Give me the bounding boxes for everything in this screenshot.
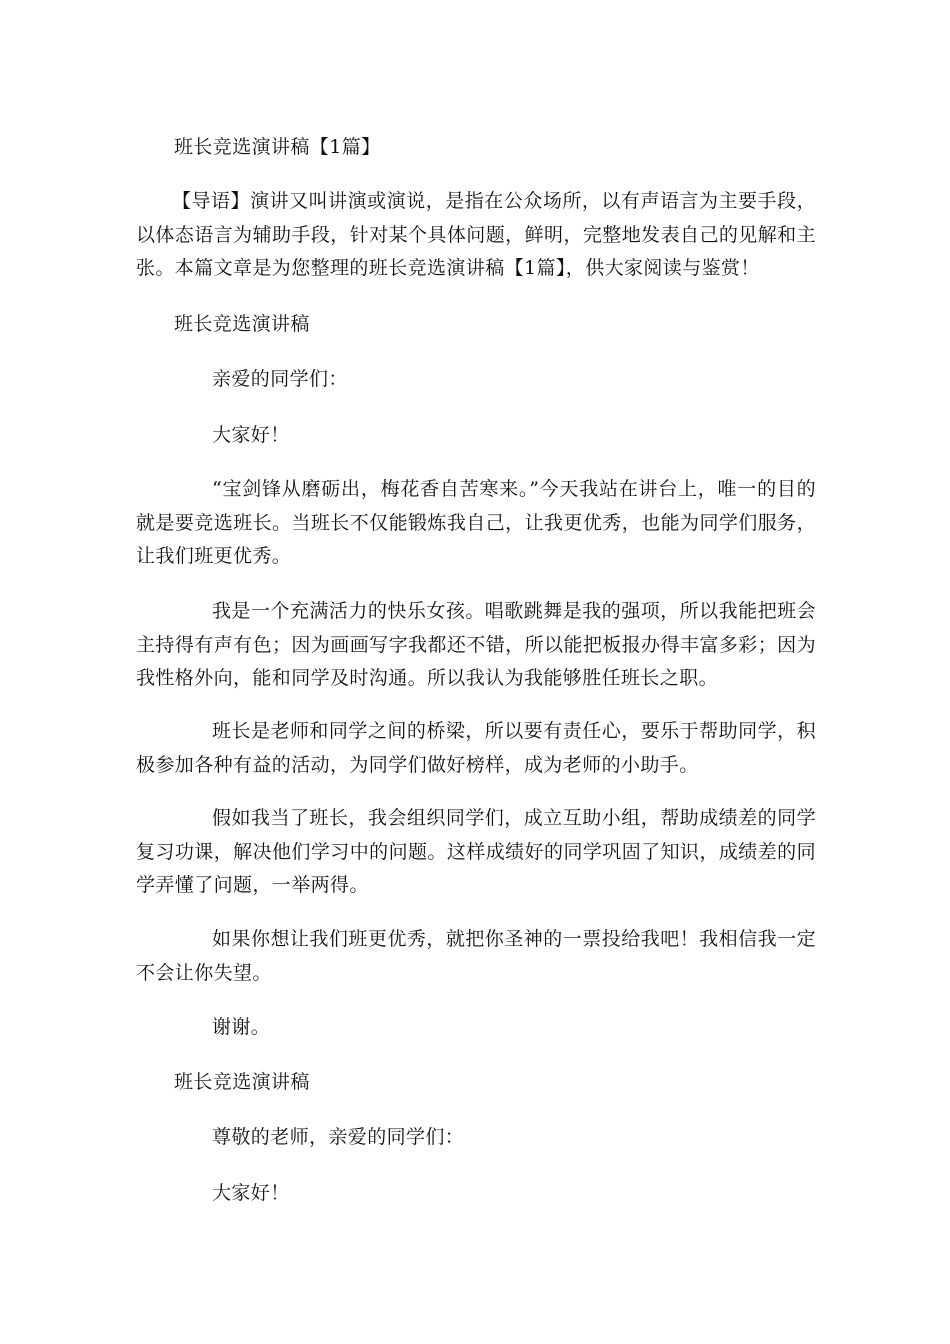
speech2-heading: 班长竞选演讲稿 <box>174 1071 310 1093</box>
speech1-paragraph-2: 我是一个充满活力的快乐女孩。唱歌跳舞是我的强项，所以我能把班会主持得有声有色；因为画画写字我都还不错，所以能把板报办得丰富多彩；因为我性格外向，能和同学及时沟通。所以我认为我能够胜任班长之职。 <box>136 600 816 689</box>
speech1-heading: 班长竞选演讲稿 <box>174 313 310 335</box>
speech1-salutation: 亲爱的同学们： <box>212 368 348 390</box>
speech1-greeting: 大家好！ <box>212 424 290 446</box>
speech1-paragraph-3: 班长是老师和同学之间的桥梁，所以要有责任心，要乐于帮助同学，积极参加各种有益的活动，为同学们做好榜样，成为老师的小助手。 <box>136 720 816 776</box>
speech1-paragraph-4: 假如我当了班长，我会组织同学们，成立互助小组，帮助成绩差的同学复习功课，解决他们学习中的问题。这样成绩好的同学巩固了知识，成绩差的同学弄懂了问题，一举两得。 <box>136 807 816 896</box>
speech2-greeting: 大家好！ <box>212 1182 290 1204</box>
speech1-paragraph-1: “宝剑锋从磨砺出，梅花香自苦寒来。”今天我站在讲台上，唯一的目的就是要竞选班长。当班长不仅能锻炼我自己，让我更优秀，也能为同学们服务，让我们班更优秀。 <box>136 478 816 567</box>
speech1-closing: 谢谢。 <box>212 1016 271 1038</box>
intro-paragraph: 【导语】演讲又叫讲演或演说，是指在公众场所，以有声语言为主要手段，以体态语言为辅助手段，针对某个具体问题，鲜明，完整地发表自己的见解和主张。本篇文章是为您整理的班长竞选演讲稿【1篇】，供大家阅读与鉴赏！ <box>136 190 816 279</box>
speech2-salutation: 尊敬的老师，亲爱的同学们： <box>212 1126 465 1148</box>
document-title: 班长竞选演讲稿【1篇】 <box>174 136 381 158</box>
speech1-paragraph-5: 如果你想让我们班更优秀，就把你圣神的一票投给我吧！我相信我一定不会让你失望。 <box>136 928 816 984</box>
